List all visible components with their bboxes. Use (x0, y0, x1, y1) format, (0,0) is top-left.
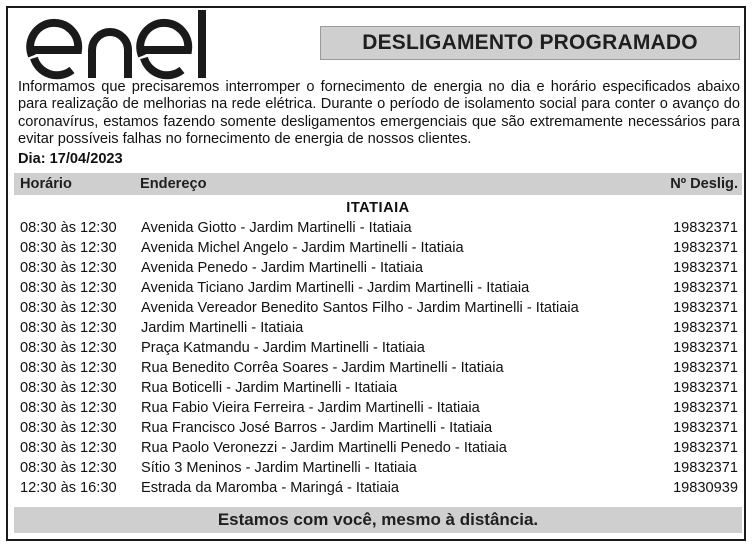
cell-numero: 19832371 (673, 360, 738, 376)
cell-numero: 19832371 (673, 240, 738, 256)
cell-horario: 08:30 às 12:30 (20, 440, 117, 456)
table-row (0, 299, 756, 319)
header-horario: Horário (20, 176, 72, 192)
cell-numero: 19832371 (673, 280, 738, 296)
cell-numero: 19832371 (673, 400, 738, 416)
cell-horario: 08:30 às 12:30 (20, 220, 117, 236)
cell-numero: 19832371 (673, 320, 738, 336)
cell-numero: 19832371 (673, 440, 738, 456)
cell-endereco: Rua Fabio Vieira Ferreira - Jardim Martinelli - Itatiaia (141, 400, 480, 416)
cell-horario: 12:30 às 16:30 (20, 480, 117, 496)
cell-numero: 19830939 (673, 480, 738, 496)
cell-endereco: Rua Francisco José Barros - Jardim Martinelli - Itatiaia (141, 420, 493, 436)
cell-endereco: Avenida Michel Angelo - Jardim Martinelli - Itatiaia (141, 240, 464, 256)
cell-horario: 08:30 às 12:30 (20, 460, 117, 476)
cell-endereco: Estrada da Maromba - Maringá - Itatiaia (141, 480, 399, 496)
cell-horario: 08:30 às 12:30 (20, 420, 117, 436)
cell-endereco: Avenida Vereador Benedito Santos Filho - Jardim Martinelli - Itatiaia (141, 300, 579, 316)
cell-horario: 08:30 às 12:30 (20, 380, 117, 396)
city-heading: ITATIAIA (346, 200, 410, 216)
cell-numero: 19832371 (673, 260, 738, 276)
enel-logo-icon (26, 10, 226, 82)
cell-horario: 08:30 às 12:30 (20, 280, 117, 296)
cell-endereco: Sítio 3 Meninos - Jardim Martinelli - Itatiaia (141, 460, 417, 476)
table-row (0, 439, 756, 459)
table-row (0, 339, 756, 359)
cell-horario: 08:30 às 12:30 (20, 340, 117, 356)
cell-numero: 19832371 (673, 220, 738, 236)
cell-numero: 19832371 (673, 460, 738, 476)
table-row (0, 359, 756, 379)
cell-numero: 19832371 (673, 300, 738, 316)
header-numero: Nº Deslig. (670, 176, 738, 192)
table-row (0, 279, 756, 299)
table-row (0, 259, 756, 279)
intro-paragraph: Informamos que precisaremos interromper o fornecimento de energia no dia e horário especificados abaixo para realização de melhorias na rede elétrica. Durante o período de isolamento social para conter o avanço do coronavírus, estamos fazendo somente desligamentos emergenciais que são extremamente necessários para evitar possíveis falhas no fornecimento de energia de nossos clientes. (18, 79, 740, 148)
table-row (0, 459, 756, 479)
cell-endereco: Avenida Ticiano Jardim Martinelli - Jardim Martinelli - Itatiaia (141, 280, 530, 296)
cell-endereco: Rua Boticelli - Jardim Martinelli - Itatiaia (141, 380, 398, 396)
schedule-table (0, 219, 756, 499)
cell-horario: 08:30 às 12:30 (20, 260, 117, 276)
notice-title: DESLIGAMENTO PROGRAMADO (320, 26, 740, 60)
cell-horario: 08:30 às 12:30 (20, 240, 117, 256)
cell-endereco: Praça Katmandu - Jardim Martinelli - Itatiaia (141, 340, 425, 356)
cell-endereco: Rua Paolo Veronezzi - Jardim Martinelli Penedo - Itatiaia (141, 440, 507, 456)
table-row (0, 219, 756, 239)
cell-numero: 19832371 (673, 380, 738, 396)
table-row (0, 319, 756, 339)
cell-endereco: Avenida Giotto - Jardim Martinelli - Itatiaia (141, 220, 412, 236)
table-row (0, 239, 756, 259)
table-row (0, 419, 756, 439)
cell-horario: 08:30 às 12:30 (20, 320, 117, 336)
enel-logo (26, 10, 226, 82)
cell-numero: 19832371 (673, 340, 738, 356)
header-endereco: Endereço (140, 176, 207, 192)
cell-horario: 08:30 às 12:30 (20, 400, 117, 416)
cell-horario: 08:30 às 12:30 (20, 300, 117, 316)
footer-slogan: Estamos com você, mesmo à distância. (14, 507, 742, 533)
cell-endereco: Jardim Martinelli - Itatiaia (141, 320, 304, 336)
cell-horario: 08:30 às 12:30 (20, 360, 117, 376)
cell-endereco: Avenida Penedo - Jardim Martinelli - Itatiaia (141, 260, 424, 276)
table-row (0, 479, 756, 499)
cell-numero: 19832371 (673, 420, 738, 436)
cell-endereco: Rua Benedito Corrêa Soares - Jardim Martinelli - Itatiaia (141, 360, 504, 376)
table-header (14, 173, 742, 195)
table-row (0, 379, 756, 399)
table-row (0, 399, 756, 419)
date-label: Dia: 17/04/2023 (18, 151, 123, 167)
